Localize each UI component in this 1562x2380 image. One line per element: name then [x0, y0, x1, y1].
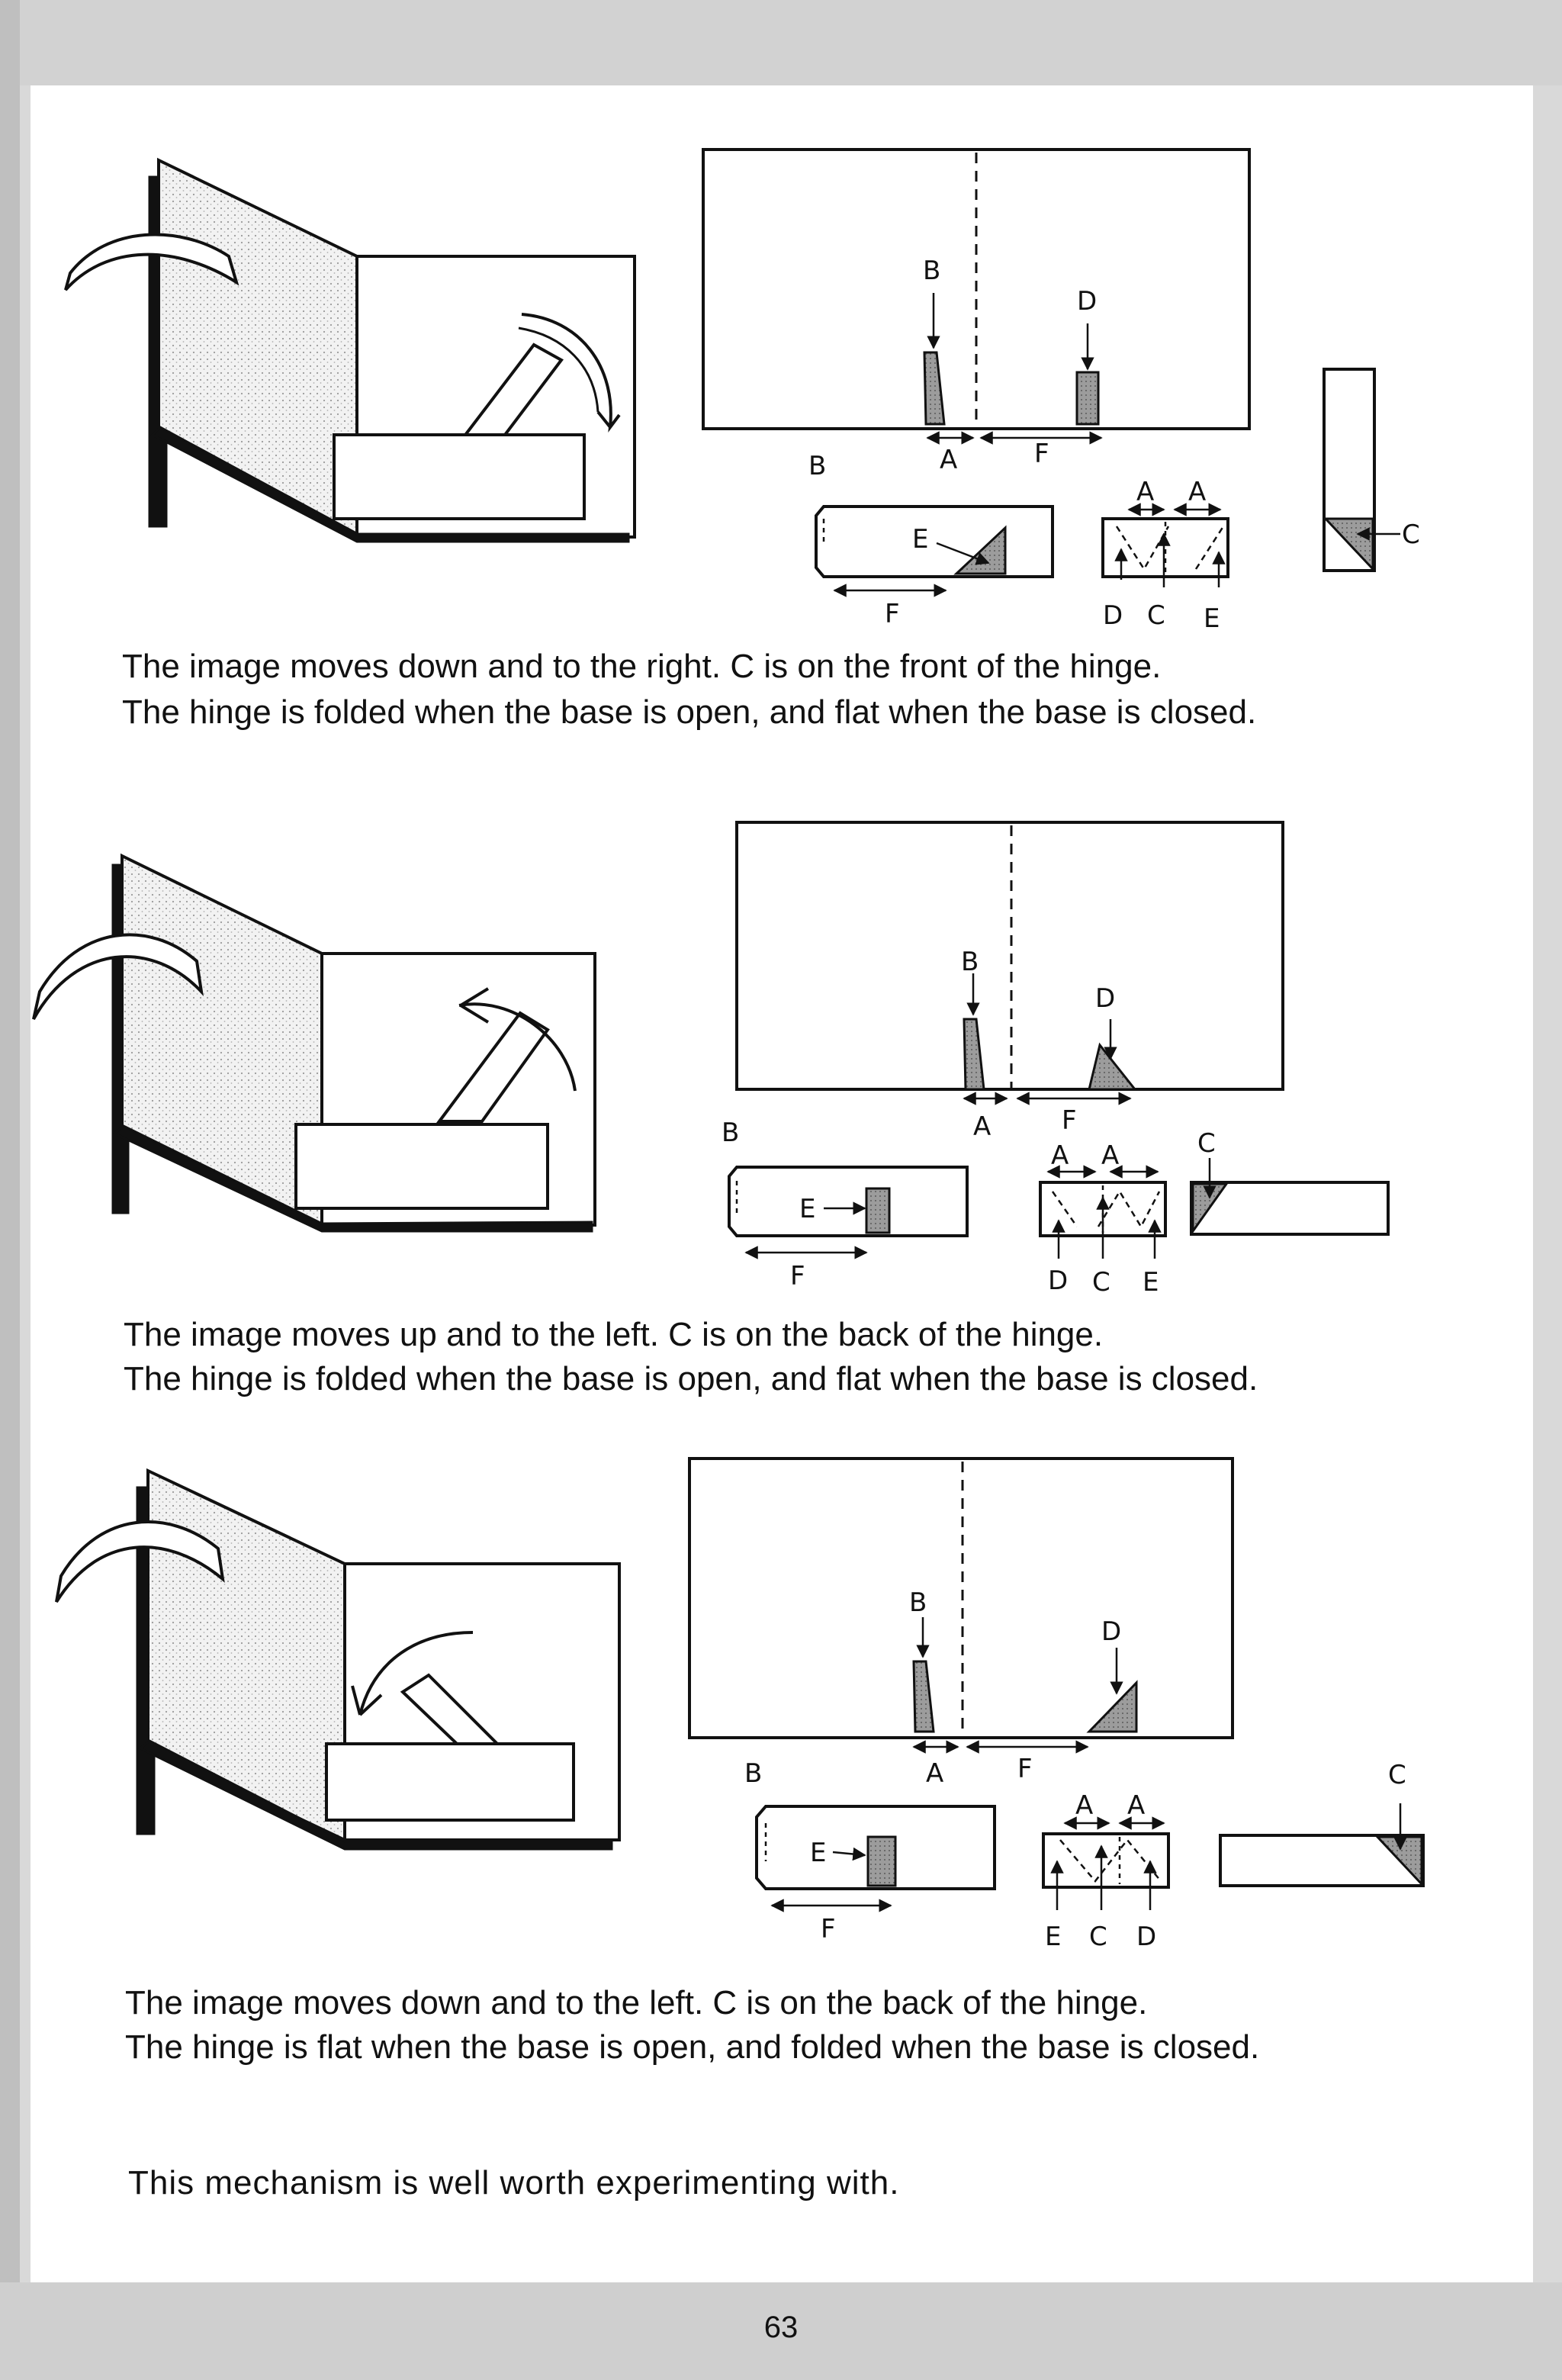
label-c: C — [1402, 519, 1420, 550]
label-c: C — [1092, 1267, 1110, 1298]
label-b: B — [961, 947, 979, 977]
section-2-caption-line-2: The hinge is folded when the base is open, and flat when the base is closed. — [124, 1360, 1258, 1397]
label-b: B — [909, 1587, 927, 1618]
label-e: E — [1204, 603, 1220, 634]
section-1-book-illustration — [66, 160, 635, 542]
label-a: A — [973, 1111, 992, 1142]
label-d: D — [1077, 286, 1098, 317]
label-e: E — [799, 1194, 816, 1224]
label-d: D — [1136, 1922, 1157, 1952]
label-f: F — [821, 1914, 836, 1944]
label-c: C — [1147, 600, 1165, 631]
label-a: A — [1136, 477, 1155, 507]
label-b: B — [808, 451, 827, 481]
label-f: F — [1034, 439, 1049, 469]
section-2-book-illustration — [34, 856, 595, 1231]
closing-note: This mechanism is well worth experimenting with. — [128, 2164, 900, 2202]
label-e: E — [912, 524, 929, 555]
label-a: A — [1127, 1790, 1146, 1821]
label-b: B — [923, 256, 941, 286]
label-c: C — [1089, 1922, 1107, 1952]
label-d: D — [1103, 600, 1123, 631]
label-a: A — [940, 445, 958, 475]
label-c: C — [1197, 1128, 1216, 1159]
label-a: A — [926, 1758, 944, 1789]
section-2-flat-plan — [729, 822, 1388, 1259]
label-d: D — [1095, 983, 1116, 1014]
section-1-caption-line-1: The image moves down and to the right. C is on the front of the hinge. — [122, 648, 1162, 685]
label-a: A — [1188, 477, 1207, 507]
label-b: B — [722, 1118, 740, 1148]
section-2-caption-line-1: The image moves up and to the left. C is on the back of the hinge. — [124, 1316, 1104, 1353]
label-f: F — [1017, 1754, 1033, 1784]
label-f: F — [885, 599, 900, 629]
section-1-caption-line-2: The hinge is folded when the base is open, and flat when the base is closed. — [122, 693, 1257, 731]
label-c: C — [1388, 1760, 1406, 1790]
label-d: D — [1048, 1266, 1069, 1296]
section-3-flat-plan — [689, 1459, 1423, 1910]
page-number: 63 — [763, 2311, 799, 2344]
label-e: E — [810, 1838, 827, 1868]
section-3-caption-line-1: The image moves down and to the left. C is on the back of the hinge. — [125, 1984, 1148, 2021]
section-3-book-illustration — [56, 1471, 619, 1849]
label-f: F — [790, 1261, 805, 1291]
label-b: B — [744, 1758, 763, 1789]
section-3-caption-line-2: The hinge is flat when the base is open, and folded when the base is closed. — [125, 2028, 1260, 2066]
label-a: A — [1075, 1790, 1094, 1821]
label-e: E — [1143, 1267, 1159, 1298]
label-a: A — [1051, 1140, 1069, 1171]
label-f: F — [1062, 1105, 1077, 1136]
label-d: D — [1101, 1616, 1122, 1647]
label-a: A — [1101, 1140, 1120, 1171]
section-1-flat-plan — [703, 150, 1400, 590]
label-e: E — [1045, 1922, 1062, 1952]
